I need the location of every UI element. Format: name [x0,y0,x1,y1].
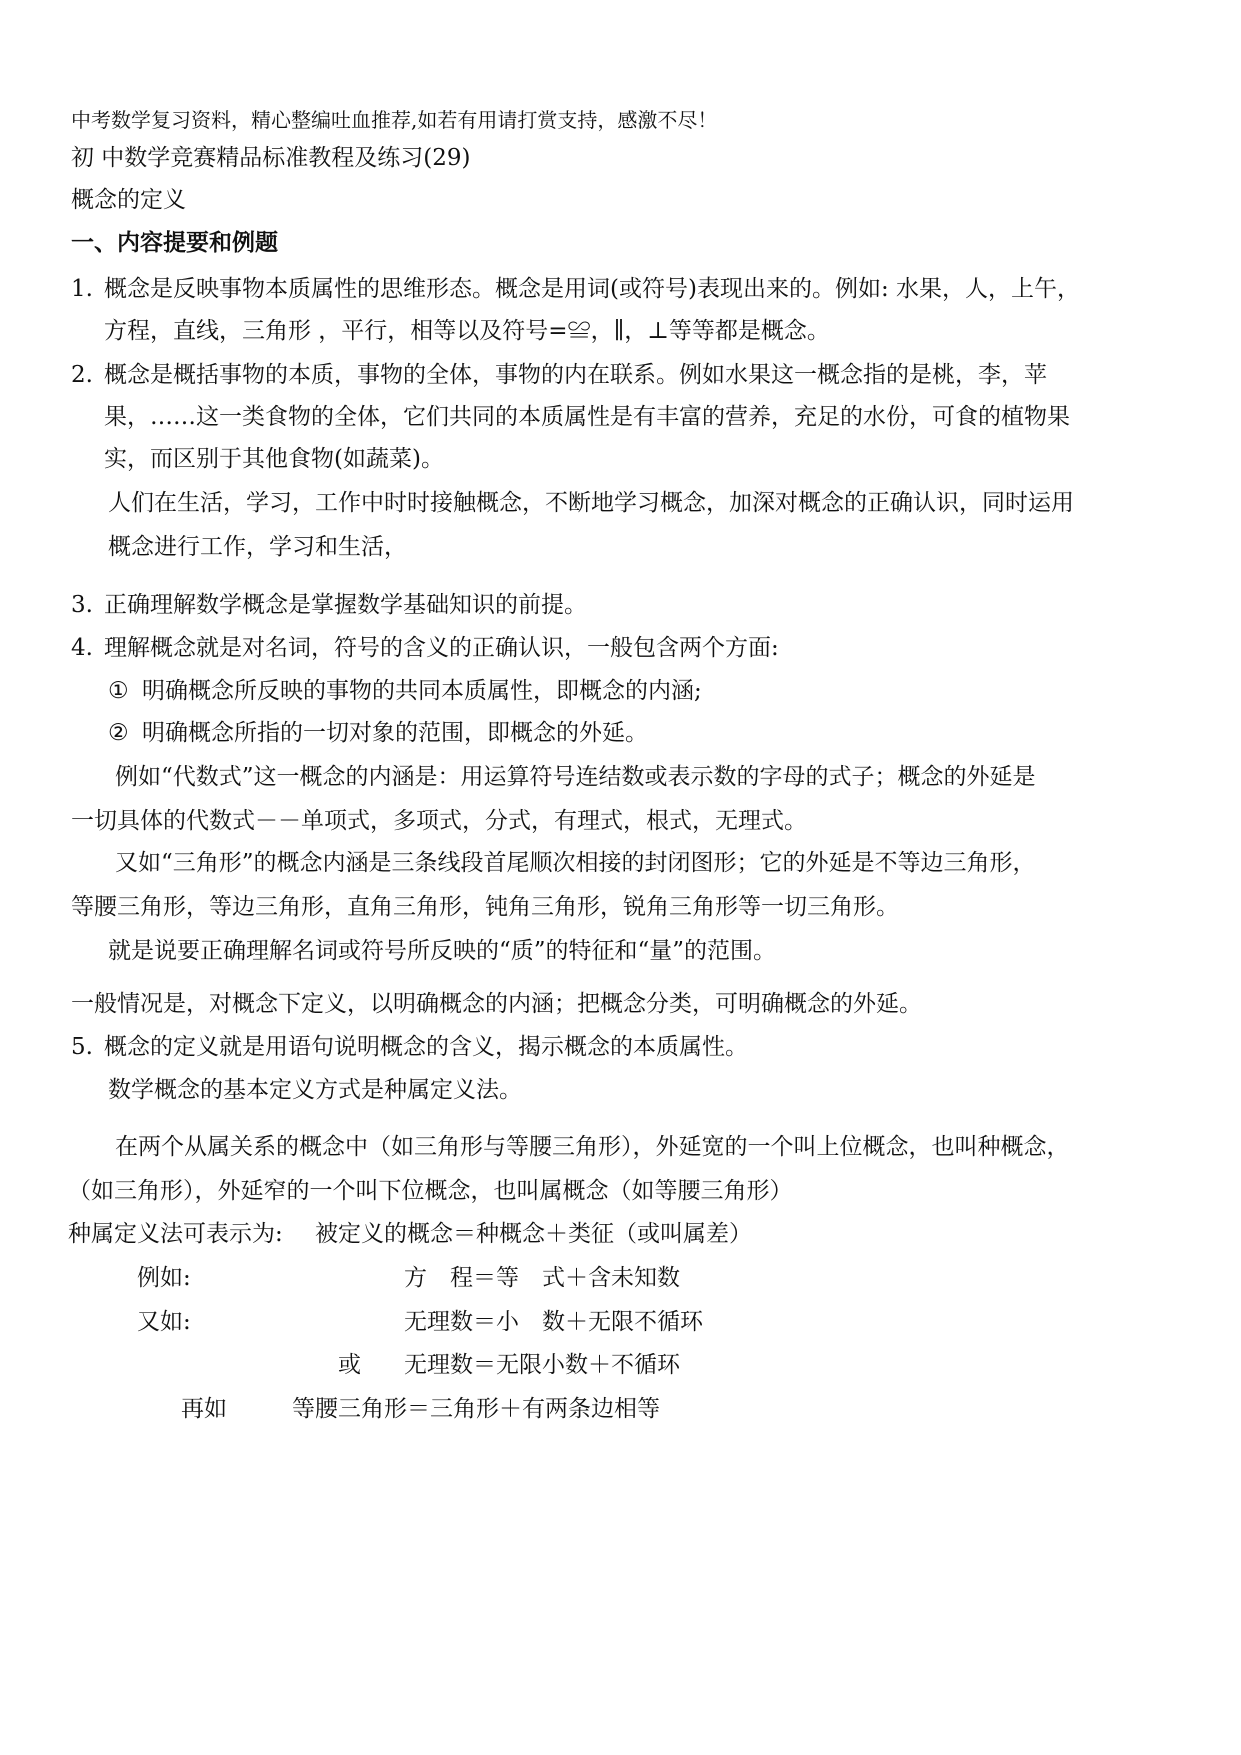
formula-label: 种属定义法可表示为: [68,1221,283,1247]
example-formula: 方 程＝等 式＋含未知数 [404,1265,680,1291]
document-subtitle: 概念的定义 [71,187,186,213]
circled-two-marker: ② [108,720,129,746]
item4-general: 一般情况是，对概念下定义，以明确概念的内涵；把概念分类，可明确概念的外延。 [71,991,922,1017]
document-title: 初 中数学竞赛精品标准教程及练习(29) [71,145,471,171]
item5-method: 数学概念的基本定义方式是种属定义法。 [108,1077,522,1103]
item2-para-line2: 概念进行工作，学习和生活， [108,534,407,560]
item2-para-line1: 人们在生活，学习，工作中时时接触概念，不断地学习概念，加深对概念的正确认识，同时运用 [108,490,1074,516]
example-label: 再如 [181,1396,227,1422]
section-heading: 一、内容提要和例题 [71,230,278,256]
circled-one-marker: ① [108,678,129,704]
item-number: 5. [71,1034,93,1060]
example-formula: 无理数＝无限小数＋不循环 [404,1352,680,1378]
item5-relation-line2: （如三角形），外延窄的一个叫下位概念，也叫属概念（如等腰三角形） [68,1178,793,1204]
item4-summary: 就是说要正确理解名词或符号所反映的“质”的特征和“量”的范围。 [108,938,777,964]
item-number: 2. [71,362,93,388]
item4-text: 理解概念就是对名词，符号的含义的正确认识，一般包含两个方面: [104,635,779,661]
header-note: 中考数学复习资料，精心整编吐血推荐,如若有用请打赏支持，感激不尽！ [71,108,718,132]
item2-line2: 果，……这一类食物的全体，它们共同的本质属性是有丰富的营养，充足的水份，可食的植物果 [104,404,1070,430]
example-label: 又如: [137,1309,191,1335]
item-number: 4. [71,635,93,661]
item4-example1-line1: 例如“代数式”这一概念的内涵是：用运算符号连结数或表示数的字母的式子；概念的外延是 [115,764,1036,790]
item4-example1-line2: 一切具体的代数式－－单项式，多项式，分式，有理式，根式，无理式。 [71,808,807,834]
item4-sub2: 明确概念所指的一切对象的范围，即概念的外延。 [142,720,648,746]
item1-line1: 概念是反映事物本质属性的思维形态。概念是用词(或符号)表现出来的。例如: 水果，人，上午， [104,276,1081,302]
example-label: 例如: [137,1265,191,1291]
item-number: 3. [71,592,93,618]
example-formula: 等腰三角形＝三角形＋有两条边相等 [292,1396,660,1422]
item2-line1: 概念是概括事物的本质，事物的全体，事物的内在联系。例如水果这一概念指的是桃，李，苹 [104,362,1047,388]
item2-line3: 实，而区别于其他食物(如蔬菜)。 [104,446,444,472]
item4-example2-line2: 等腰三角形，等边三角形，直角三角形，钝角三角形，锐角三角形等一切三角形。 [71,894,899,920]
item4-example2-line1: 又如“三角形”的概念内涵是三条线段首尾顺次相接的封闭图形；它的外延是不等边三角形， [115,850,1036,876]
item3-text: 正确理解数学概念是掌握数学基础知识的前提。 [104,592,587,618]
example-formula: 无理数＝小 数＋无限不循环 [404,1309,703,1335]
item4-sub1: 明确概念所反映的事物的共同本质属性，即概念的内涵; [142,678,702,704]
item-number: 1. [71,276,93,302]
item5-text: 概念的定义就是用语句说明概念的含义，揭示概念的本质属性。 [104,1034,748,1060]
item1-line2: 方程，直线，三角形 ，平行，相等以及符号=≌，∥，⊥等等都是概念。 [104,318,830,344]
item5-relation-line1: 在两个从属关系的概念中（如三角形与等腰三角形），外延宽的一个叫上位概念，也叫种概念， [115,1134,1070,1160]
formula: 被定义的概念＝种概念＋类征（或叫属差） [315,1221,752,1247]
example-label: 或 [338,1352,361,1378]
